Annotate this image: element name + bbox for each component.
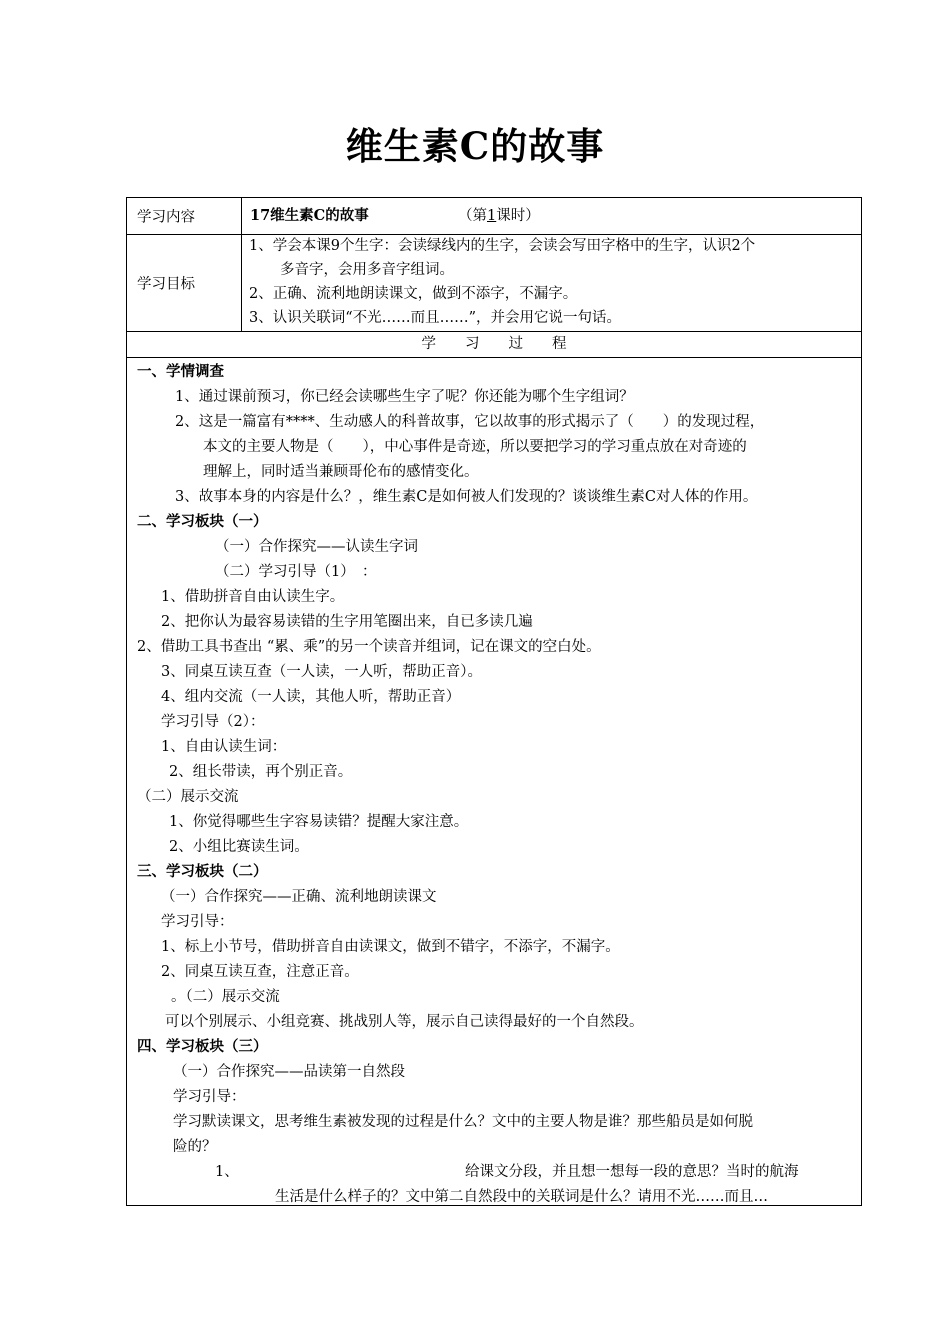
- text-line: 可以个别展示、小组竞赛、挑战别人等，展示自己读得最好的一个自然段。: [165, 1014, 644, 1030]
- text-line: 给课文分段，并且想一想每一段的意思？当时的航海: [465, 1164, 799, 1180]
- text-line: 2、小组比赛读生词。: [169, 839, 309, 855]
- row-goals: [127, 235, 861, 332]
- text-line: （一）合作探究——认读生字词: [215, 539, 418, 555]
- text-line: 2、借助工具书查出 “累、乘”的另一个读音并组词，记在课文的空白处。: [137, 639, 601, 655]
- text-line: 2、同桌互读互查，注意正音。: [161, 964, 359, 980]
- text-line: 1、自由认读生词：: [161, 739, 287, 755]
- lesson-period: （第1课时）: [458, 208, 540, 224]
- text-line: 3、同桌互读互查（一人读，一人听，帮助正音）。: [161, 664, 482, 680]
- text-line: 2、这是一篇富有****、生动感人的科普故事，它以故事的形式揭示了（ ）的发现过程，: [175, 414, 765, 430]
- text-line: 学习引导：: [161, 914, 234, 930]
- text-line: 1、借助拼音自由认读生字。: [161, 589, 345, 605]
- content-label: 学习内容: [137, 209, 195, 226]
- text-line: 生活是什么样子的？文中第二自然段中的关联词是什么？请用不光……而且…: [275, 1189, 768, 1205]
- section-heading: 二、学习板块（一）: [137, 513, 268, 530]
- text-line: 学习引导（2）：: [161, 714, 265, 730]
- process-label: 学 习 过 程: [421, 336, 567, 352]
- section-heading: 四、学习板块（三）: [137, 1038, 268, 1055]
- text-line: 理解上，同时适当兼顾哥伦布的感情变化。: [203, 464, 479, 480]
- text-line: 2、把你认为最容易读错的生字用笔圈出来，自已多读几遍: [161, 614, 533, 630]
- text-line: 本文的主要人物是（ ），中心事件是奇迹，所以要把学习的学习重点放在对奇迹的: [203, 439, 747, 455]
- content-value: 17维生素C的故事: [250, 207, 369, 224]
- text-line: （一）合作探究——正确、流利地朗读课文: [161, 889, 437, 905]
- text-line: 1、标上小节号，借助拼音自由读课文，做到不错字，不添字，不漏字。: [161, 939, 620, 955]
- text-line: 1、: [215, 1164, 239, 1180]
- goal-line: 1、学会本课9个生字：会读绿线内的生字，会读会写田字格中的生字，认识2个: [249, 238, 756, 254]
- text-line: （二）学习引导（1） ：: [215, 564, 377, 580]
- text-line: 学习引导：: [173, 1089, 246, 1105]
- text-line: 学习默读课文，思考维生素被发现的过程是什么？文中的主要人物是谁？那些船员是如何脱: [173, 1114, 753, 1130]
- lesson-table: [126, 197, 862, 1206]
- text-line: 险的？: [173, 1139, 217, 1155]
- text-line: 3、故事本身的内容是什么？，维生素C是如何被人们发现的？谈谈维生素C对人体的作用。: [175, 489, 758, 505]
- goals-label: 学习目标: [137, 276, 195, 293]
- goal-line: 多音字，会用多音字组词。: [280, 262, 454, 278]
- row-process-header: [127, 332, 861, 358]
- text-line: 。（二）展示交流: [171, 989, 280, 1005]
- goal-line: 2、正确、流利地朗读课文，做到不添字，不漏字。: [249, 286, 578, 302]
- text-line: 2、组长带读，再个别正音。: [169, 764, 353, 780]
- text-line: （二）展示交流: [137, 789, 239, 805]
- text-line: 1、通过课前预习，你已经会读哪些生字了呢？你还能为哪个生字组词？: [175, 389, 634, 405]
- text-line: 1、你觉得哪些生字容易读错？提醒大家注意。: [169, 814, 469, 830]
- text-line: （一）合作探究——品读第一自然段: [173, 1064, 405, 1080]
- goal-line: 3、认识关联词“不光……而且……”，并会用它说一句话。: [249, 310, 622, 326]
- text-line: 4、组内交流（一人读，其他人听，帮助正音）: [161, 689, 461, 705]
- section-heading: 一、学情调查: [137, 363, 224, 380]
- section-heading: 三、学习板块（二）: [137, 863, 268, 880]
- row-content: [127, 198, 861, 235]
- page-title: 维生素C的故事: [345, 124, 605, 168]
